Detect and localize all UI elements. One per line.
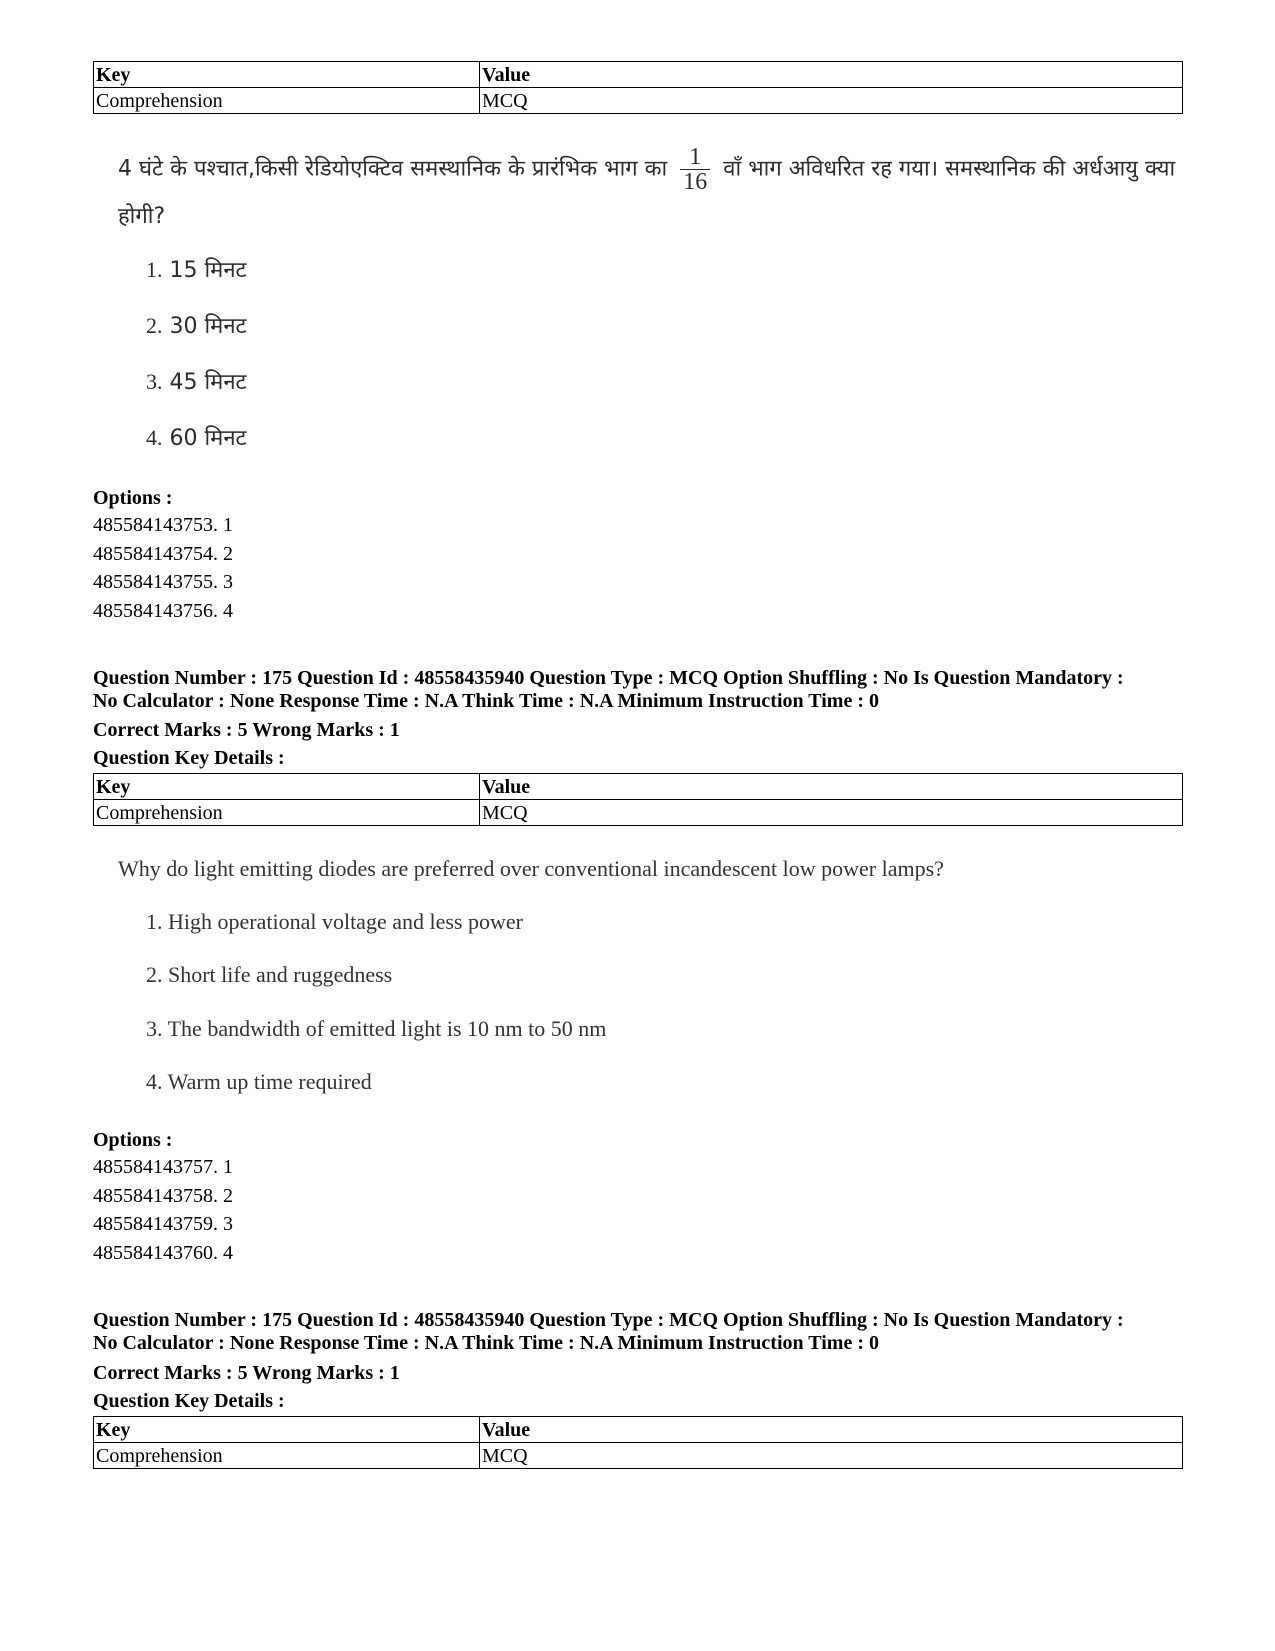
table-header-key: Key <box>94 1417 480 1443</box>
table-header-key: Key <box>94 62 480 88</box>
option-item: 485584143756. 4 <box>93 599 233 622</box>
question-text-part1: 4 घंटे के पश्चात,किसी रेडियोएक्टिव समस्थानिक के प्रारंभिक भाग का <box>118 156 668 182</box>
option-item: 485584143757. 1 <box>93 1156 233 1178</box>
question-key-table <box>93 61 1183 114</box>
table-header-key: Key <box>94 774 480 800</box>
choice-item: 2. 30 मिनट <box>146 313 247 339</box>
table-header-row <box>94 62 1183 88</box>
option-item: 485584143755. 3 <box>93 571 233 594</box>
option-item: 485584143758. 2 <box>93 1184 233 1207</box>
marks-info: Correct Marks : 5 Wrong Marks : 1 <box>93 719 400 741</box>
question-meta-line2: No Calculator : None Response Time : N.A Think Time : N.A Minimum Instruction Time : 0 <box>93 1332 879 1354</box>
table-header-value: Value <box>480 62 1183 88</box>
key-details-label: Question Key Details : <box>93 1390 285 1412</box>
table-cell-value: MCQ <box>480 88 1183 114</box>
table-header-row <box>94 1417 1183 1443</box>
options-list <box>93 511 233 625</box>
option-item: 485584143753. 1 <box>93 514 233 536</box>
table-cell-value: MCQ <box>480 1443 1183 1469</box>
fraction <box>680 145 710 194</box>
table-header-value: Value <box>480 1417 1183 1443</box>
marks-info: Correct Marks : 5 Wrong Marks : 1 <box>93 1362 400 1384</box>
question-meta <box>93 667 1213 713</box>
choice-item: 4. 60 मिनट <box>146 425 247 451</box>
choice-item: 1. 15 मिनट <box>146 257 247 283</box>
question-meta <box>93 1309 1213 1355</box>
options-label: Options : <box>93 487 173 509</box>
option-item: 485584143754. 2 <box>93 542 233 565</box>
question-meta-line1: Question Number : 175 Question Id : 48558435940 Question Type : MCQ Option Shuffling : No Is Question Mandatory : <box>93 1309 1124 1331</box>
question-meta-line1: Question Number : 175 Question Id : 48558435940 Question Type : MCQ Option Shuffling : No Is Question Mandatory : <box>93 667 1124 689</box>
key-details-label: Question Key Details : <box>93 747 285 769</box>
choice-item: 3. The bandwidth of emitted light is 10 nm to 50 nm <box>146 1016 607 1041</box>
question-text-hindi <box>118 145 1198 240</box>
choice-item: 2. Short life and ruggedness <box>146 962 393 987</box>
table-cell-value: MCQ <box>480 800 1183 826</box>
question-text-part2: वाँ भाग अविधरित रह गया। समस्थानिक की अर्धआयु क्या होगी? <box>118 156 1176 229</box>
options-list <box>93 1153 233 1267</box>
question-meta-line2: No Calculator : None Response Time : N.A Think Time : N.A Minimum Instruction Time : 0 <box>93 690 879 712</box>
table-cell-key: Comprehension <box>94 88 480 114</box>
option-item: 485584143759. 3 <box>93 1213 233 1236</box>
table-row <box>94 800 1183 826</box>
table-cell-key: Comprehension <box>94 1443 480 1469</box>
fraction-numerator: 1 <box>680 145 710 170</box>
option-item: 485584143760. 4 <box>93 1241 233 1264</box>
table-header-value: Value <box>480 774 1183 800</box>
question-text-english: Why do light emitting diodes are preferred over conventional incandescent low power lamps? <box>118 856 944 881</box>
question-key-table <box>93 773 1183 826</box>
choice-item: 3. 45 मिनट <box>146 369 247 395</box>
choice-item: 4. Warm up time required <box>146 1069 372 1094</box>
table-row <box>94 88 1183 114</box>
choice-item: 1. High operational voltage and less power <box>146 909 523 934</box>
table-header-row <box>94 774 1183 800</box>
options-label: Options : <box>93 1129 173 1151</box>
fraction-denominator: 16 <box>683 169 708 195</box>
table-cell-key: Comprehension <box>94 800 480 826</box>
question-key-table <box>93 1416 1183 1469</box>
table-row <box>94 1443 1183 1469</box>
